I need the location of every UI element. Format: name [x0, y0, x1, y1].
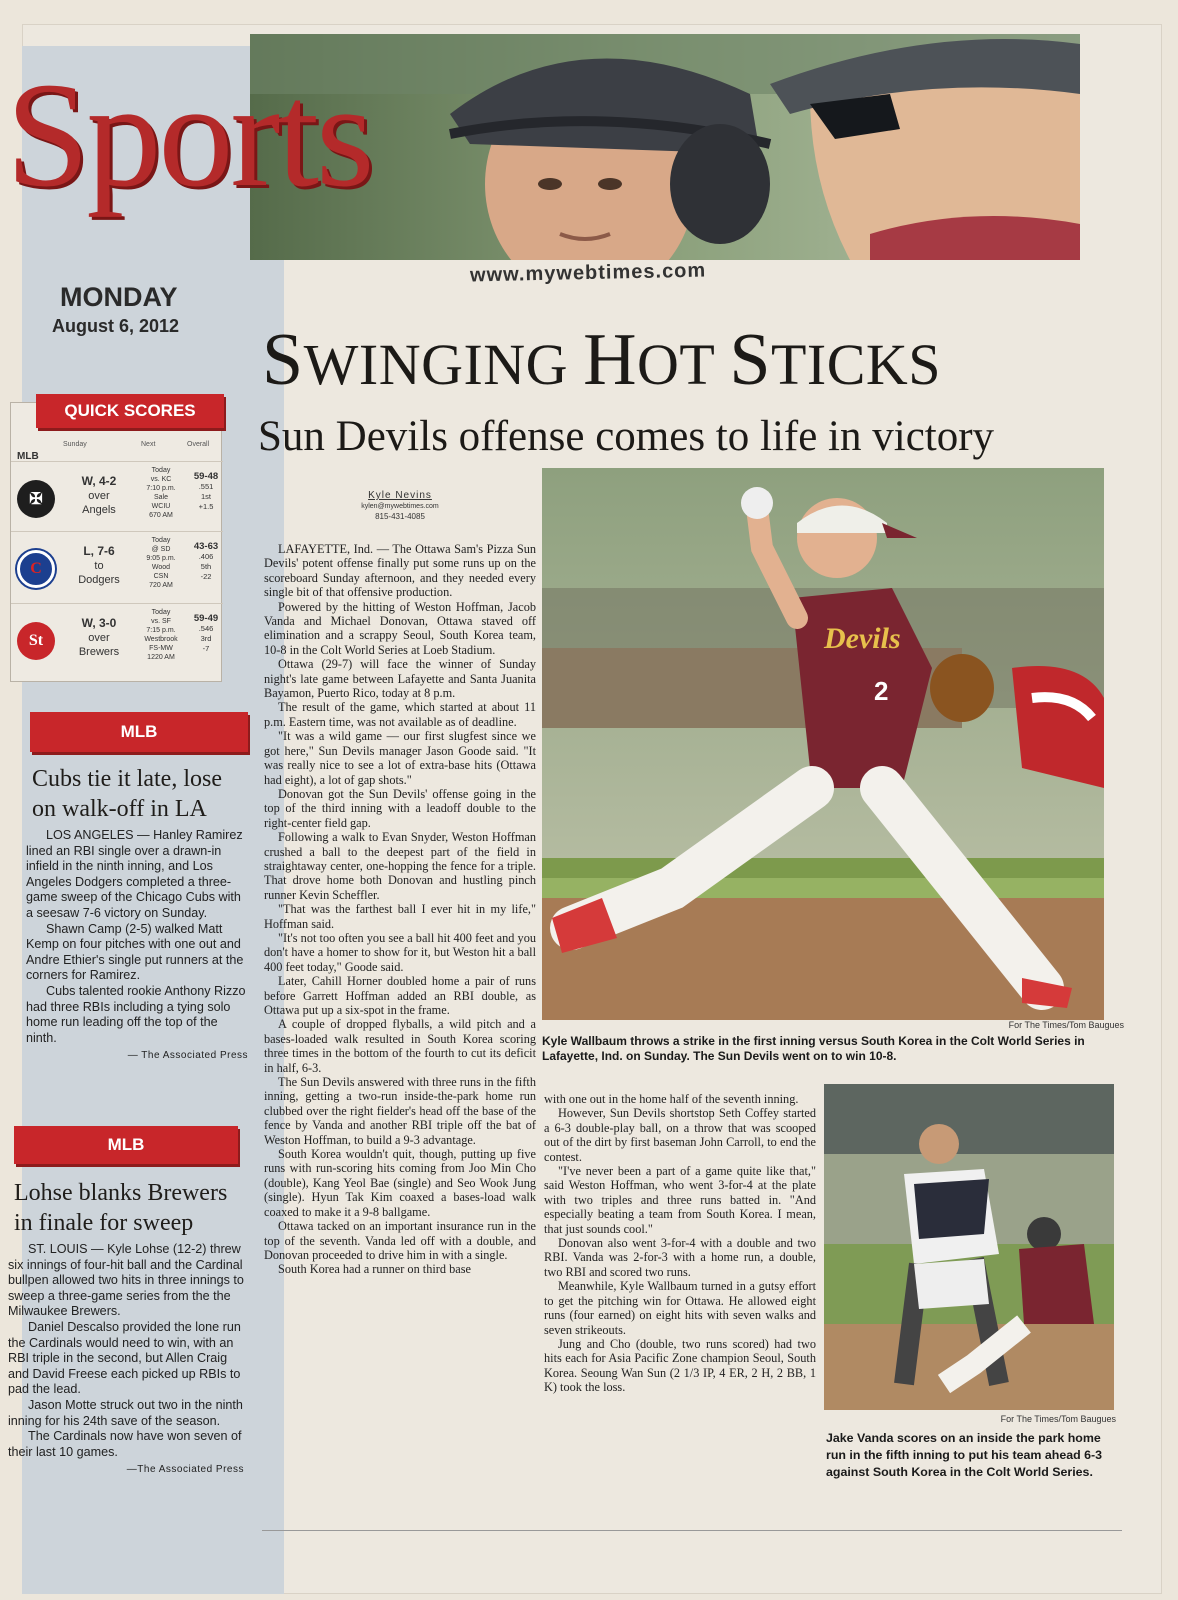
website-url[interactable]: www.mywebtimes.com: [469, 259, 707, 287]
photo2-caption: Jake Vanda scores on an inside the park home run in the fifth inning to put his team ahead 6-3 against South Korea in the Colt World Series.: [826, 1431, 1103, 1479]
paragraph: Daniel Descalso provided the lone run the Cardinals would need to win, with an RBI triple in the second, but Allen Craig and David Freese each picked up RBIs to pad the lead.: [8, 1319, 241, 1397]
photo2-credit: For The Times/Tom Baugues: [1000, 1414, 1116, 1424]
paragraph: Cubs talented rookie Anthony Rizzo had three RBIs including a tying solo home run leading off the top of the ninth.: [26, 983, 246, 1045]
overall-record: 43-63 .406 5th -22: [193, 541, 219, 581]
paragraph: "That was the farthest ball I ever hit in my life," Hoffman said.: [264, 902, 536, 931]
brief1-body: [26, 828, 248, 1064]
col-overall: Overall: [187, 441, 210, 448]
white-sox-logo-icon: ✠: [17, 480, 55, 518]
paragraph: Donovan also went 3-for-4 with a double and two RBI. Vanda was 2-for-3 with a home run, a double, two RBI and scored two runs.: [544, 1236, 816, 1279]
paragraph: A couple of dropped flyballs, a wild pitch and a bases-loaded walk resulted in South Korea scoring three times in the bottom of the fourth to cut its deficit in half, 6-3.: [264, 1017, 536, 1075]
date-full: August 6, 2012: [52, 316, 180, 336]
jersey-text: Devils: [824, 622, 901, 655]
vs-word: to: [94, 560, 104, 572]
photo1-credit: For The Times/Tom Baugues: [1008, 1020, 1124, 1030]
paragraph: South Korea had a runner on third base: [278, 1262, 471, 1277]
paragraph: Later, Cahill Horner doubled home a pair of runs before Garrett Hoffman added an RBI double, as Ottawa put up a six-spot in the frame.: [264, 974, 536, 1017]
brief2-label: MLB: [14, 1126, 238, 1164]
paragraph: Meanwhile, Kyle Wallbaum turned in a gutsy effort to get the pitching win for Ottawa. He allowed eight runs (four earned) on eight hits with seven walks and seven strikeouts.: [544, 1279, 816, 1337]
paragraph: South Korea wouldn't quit, though, putting up five runs with run-scoring hits coming from Joo Min Cho (double), Kang Yeol Bae (single) and Seo Wook Jung (single). Hyun Tak Kim coaxed a bases-load walk coaxed to make it a 9-8 ballgame.: [264, 1147, 536, 1219]
paragraph: Ottawa tacked on an important insurance run in the top of the seventh. Vanda led off with a double, and Donovan proceeded to drive him in with a single.: [264, 1219, 536, 1262]
date-day: MONDAY: [60, 282, 178, 312]
brief2-body: [8, 1242, 244, 1478]
paragraph: The Cardinals now have won seven of their last 10 games.: [8, 1429, 242, 1459]
paragraph: The Sun Devils answered with three runs in the fifth inning, getting a two-run inside-the-park home run clubbed over the right fielder's head off the base of the fence by Vanda and another RBI triple off the bat of Weston Hoffman, to build a 9-3 advantage.: [264, 1075, 536, 1147]
cubs-logo-icon: C: [17, 550, 55, 588]
next-game: Today @ SD 9:05 p.m. Wood CSN 720 AM: [146, 537, 176, 589]
subheadline: Sun Devils offense comes to life in victory: [258, 413, 995, 460]
brief2-headline[interactable]: Lohse blanks Brewers in finale for sweep: [14, 1180, 228, 1236]
league-label: MLB: [17, 451, 39, 462]
quick-scores-box: [10, 402, 222, 682]
game-result: L, 7-6: [83, 544, 115, 558]
pitcher-photo: [542, 468, 1104, 1020]
header-photo: [250, 34, 1080, 260]
opponent: Brewers: [78, 646, 120, 658]
brief2-credit: —The Associated Press: [126, 1464, 244, 1476]
paragraph: Donovan got the Sun Devils' offense going in the top of the third inning with a leadoff double to the right-center field gap.: [264, 786, 536, 830]
score-row: [11, 603, 223, 681]
vs-word: over: [88, 490, 110, 502]
paragraph: LOS ANGELES — Hanley Ramirez lined an RBI single over a drawn-in infield in the ninth inning, and Los Angeles Dodgers completed a three-game sweep of the Chicago Cubs with a seesaw 7-6 victory on Sunday.: [26, 828, 243, 920]
story-column-1: [264, 542, 536, 1277]
paragraph: ST. LOUIS — Kyle Lohse (12-2) threw six innings of four-hit ball and the Cardinal bullpen allowed two hits in three innings to sweep a three-game series from the the Milwaukee Brewers.: [8, 1242, 244, 1319]
paragraph: However, Sun Devils shortstop Seth Coffey started a 6-3 double-play ball, on a throw that was scooped out of the dirt by first baseman John Carroll, to end the contest.: [544, 1106, 816, 1164]
score-row: [11, 531, 223, 609]
opponent: Dodgers: [78, 574, 120, 586]
score-row: [11, 461, 223, 539]
paragraph: The result of the game, which started at about 11 p.m. Eastern time, was not available as of deadline.: [264, 700, 536, 729]
paragraph: Shawn Camp (2-5) walked Matt Kemp on four pitches with one out and Andre Ethier's single put runners at the corners for Ramirez.: [26, 921, 244, 983]
author-email[interactable]: kylen@mywebtimes.com: [361, 503, 439, 510]
paragraph: Jason Motte struck out two in the ninth inning for his 24th save of the season.: [8, 1397, 243, 1428]
byline: [262, 490, 538, 521]
sports-masthead: Sports: [6, 52, 372, 218]
paragraph: "It's not too often you see a ball hit 400 feet and you don't have a homer to show for it, but Weston hit a ball 400 feet today," Goode said.: [264, 930, 536, 974]
paragraph: Powered by the hitting of Weston Hoffman, Jacob Vanda and Michael Donovan, Ottawa staved off elimination and a scrappy Seoul, South Korea team, 10-8 in the Colt World Series at Loeb Stadium.: [264, 599, 536, 657]
author-name: Kyle Nevins: [368, 490, 432, 501]
paragraph: with one out in the home half of the seventh inning.: [544, 1092, 799, 1106]
quick-scores-title: QUICK SCORES: [36, 394, 224, 428]
photo1-caption: Kyle Wallbaum throws a strike in the first inning versus South Korea in the Colt World Series in Lafayette, Ind. on Sunday. The Sun Devils went on to win 10-8.: [542, 1034, 1085, 1063]
opponent: Angels: [82, 504, 116, 516]
game-result: W, 3-0: [81, 616, 117, 630]
home-plate-photo: [824, 1084, 1114, 1410]
paragraph: LAFAYETTE, Ind. — The Ottawa Sam's Pizza Sun Devils' potent offense finally put some runs up on the scoreboard Sunday afternoon, and they needed every single bit of that offensive production.: [264, 542, 536, 600]
game-result: W, 4-2: [81, 474, 117, 488]
overall-record: 59-48 .551 1st +1.5: [193, 471, 219, 511]
jersey-number: 2: [874, 676, 889, 706]
next-game: Today vs. KC 7:10 p.m. Sale WCIU 670 AM: [146, 467, 176, 519]
main-headline[interactable]: SWINGING HOT STICKS: [262, 319, 942, 401]
paragraph: Following a walk to Evan Snyder, Weston Hoffman crushed a ball to the deepest part of the field in straightaway center, one-hopping the fence for a triple. That drove home both Donovan and hustling pinch runner Kevin Scheffler.: [264, 830, 536, 902]
brief1-headline[interactable]: Cubs tie it late, lose on walk-off in LA: [32, 766, 222, 822]
paragraph: "I've never been a part of a game quite like that," said Weston Hoffman, who went 3-for-4 at the plate with two triples and three runs batted in. "And especially beating a team from South Korea. I mean, that just sounds cool.": [544, 1164, 816, 1236]
cardinals-logo-icon: St: [17, 622, 55, 660]
paragraph: "It was a wild game — our first slugfest since we got here," Sun Devils manager Jason Goode said. "It was really nice to see a lot of extra-base hits (Ottawa had eight), a lot of gap shots.": [264, 729, 536, 787]
story-column-2: [544, 1092, 816, 1395]
brief1-credit: — The Associated Press: [127, 1050, 248, 1062]
paragraph: Jung and Cho (double, two runs scored) had two hits each for Asia Pacific Zone champion Seoul, South Korea. Seoung Wan Sun (2 1/3 IP, 4 ER, 2 H, 2 BB, 1 K) took the loss.: [544, 1336, 816, 1395]
brief1-label: MLB: [30, 712, 248, 752]
col-sunday: Sunday: [63, 441, 87, 448]
col-next: Next: [141, 441, 156, 448]
overall-record: 59-49 .546 3rd -7: [193, 613, 219, 653]
paragraph: Ottawa (29-7) will face the winner of Sunday night's late game between Lafayette and Santa Juanita Bayamon, Puerto Rico, today at 8 p.m.: [264, 657, 536, 701]
vs-word: over: [88, 632, 110, 644]
author-phone: 815-431-4085: [375, 512, 425, 521]
next-game: Today vs. SF 7:15 p.m. Westbrook FS-MW 1220 AM: [144, 609, 178, 661]
bottom-rule: [262, 1530, 1122, 1531]
